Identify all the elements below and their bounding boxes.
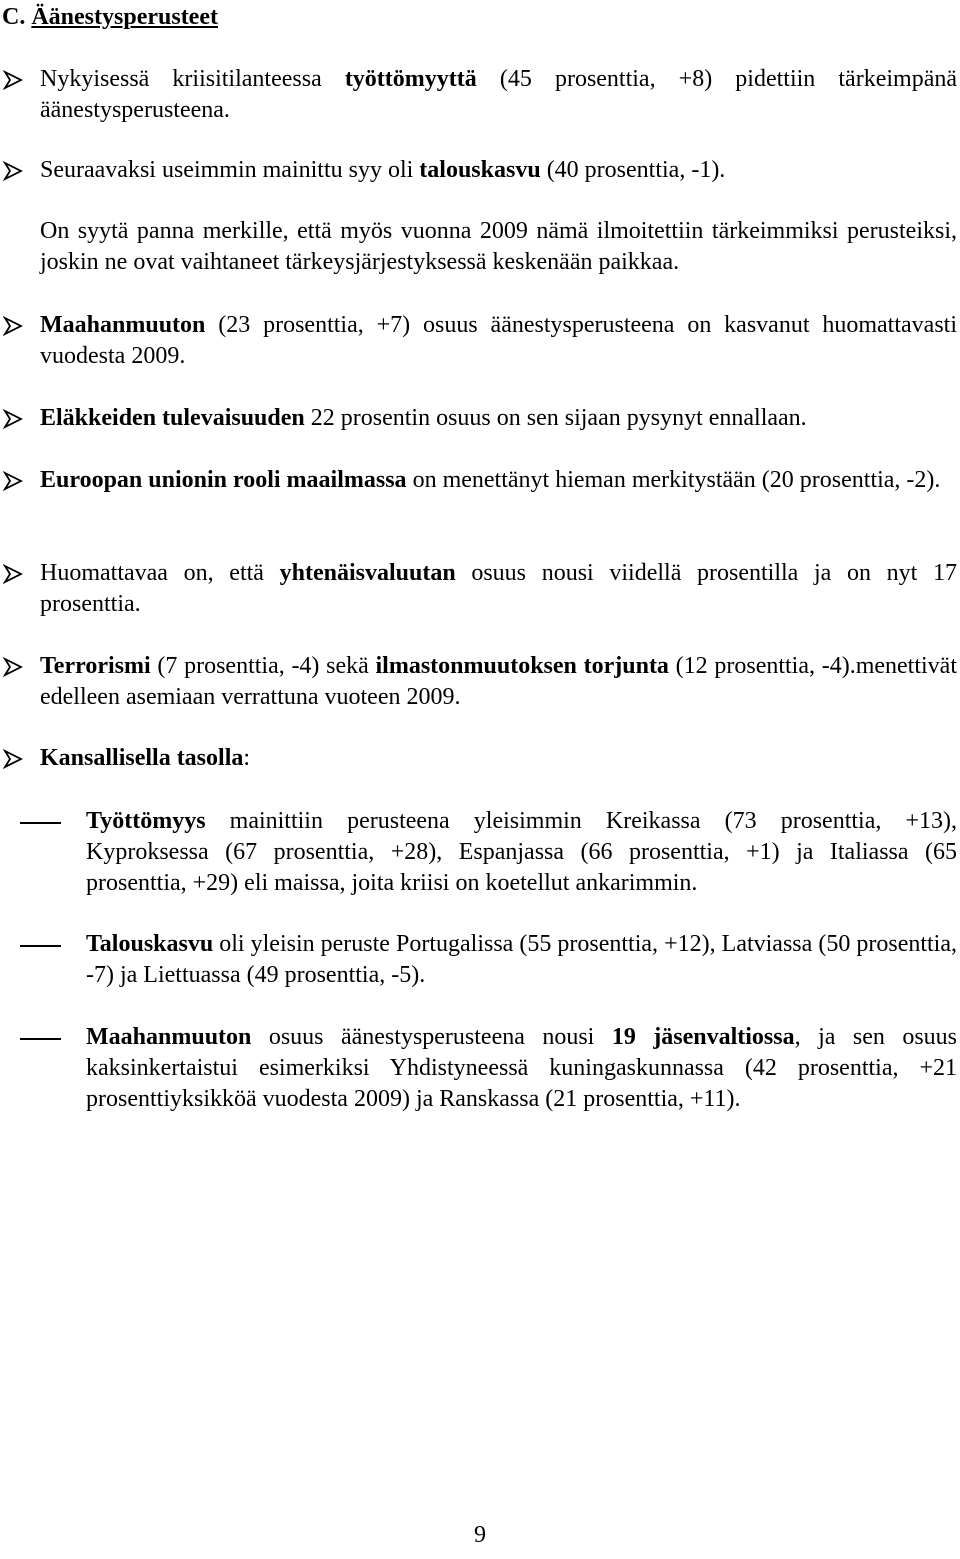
arrowhead-bullet-icon bbox=[3, 161, 23, 181]
section-number: C. bbox=[2, 4, 26, 30]
dash-bullet bbox=[20, 822, 61, 824]
sub-list-item: Maahanmuuton osuus äänestysperusteena nousi 19 jäsenvaltiossa, ja sen osuus kaksinkertaistui esimerkiksi Yhdistyneessä kuningaskunnassa (42 prosenttia, +21 prosenttiyksikköä vuodesta 2009) ja Ranskassa (21 prosenttia, +11). bbox=[86, 1024, 957, 1112]
paragraph: On syytä panna merkille, että myös vuonna 2009 nämä ilmoitettiin tärkeimmiksi perusteiksi, joskin ne ovat vaihtaneet tärkeysjärjestyksessä keskenään paikkaa. bbox=[40, 218, 957, 275]
list-item: Seuraavaksi useimmin mainittu syy oli talouskasvu (40 prosenttia, -1). bbox=[40, 157, 726, 183]
list-item: Euroopan unionin rooli maailmassa on menettänyt hieman merkitystään (20 prosenttia, -2). bbox=[40, 467, 941, 493]
section-title: Äänestysperusteet bbox=[31, 4, 218, 30]
sub-list-item: Työttömyys mainittiin perusteena yleisimmin Kreikassa (73 prosenttia, +13), Kyproksessa (67 prosenttia, +28), Espanjassa (66 prosenttia, +1) ja Italiassa (65 prosenttia, +29) eli maissa, joita kriisi on koetellut ankarimmin. bbox=[86, 808, 957, 896]
list-item: Maahanmuuton (23 prosenttia, +7) osuus äänestysperusteena on kasvanut huomattavasti vuodesta 2009. bbox=[40, 312, 957, 369]
list-item: Nykyisessä kriisitilanteessa työttömyyttä (45 prosenttia, +8) pidettiin tärkeimpänä äänestysperusteena. bbox=[40, 66, 957, 123]
list-item: Huomattavaa on, että yhtenäisvaluutan osuus nousi viidellä prosentilla ja on nyt 17 prosenttia. bbox=[40, 560, 957, 617]
sub-list-item: Talouskasvu oli yleisin peruste Portugalissa (55 prosenttia, +12), Latviassa (50 prosenttia, -7) ja Liettuassa (49 prosenttia, -5). bbox=[86, 931, 957, 988]
arrowhead-bullet-icon bbox=[3, 471, 23, 491]
arrowhead-bullet-icon bbox=[3, 70, 23, 90]
list-item: Terrorismi (7 prosenttia, -4) sekä ilmastonmuutoksen torjunta (12 prosenttia, -4).menettivät edelleen asemiaan verrattuna vuoteen 2009. bbox=[40, 653, 958, 710]
list-item: Kansallisella tasolla: bbox=[40, 745, 251, 771]
dash-bullet bbox=[20, 945, 61, 947]
page-number: 9 bbox=[474, 1522, 486, 1548]
arrowhead-bullet-icon bbox=[3, 409, 23, 429]
dash-bullet bbox=[20, 1038, 61, 1040]
arrowhead-bullet-icon bbox=[3, 316, 23, 336]
arrowhead-bullet-icon bbox=[3, 749, 23, 769]
arrowhead-bullet-icon bbox=[3, 657, 23, 677]
list-item: Eläkkeiden tulevaisuuden 22 prosentin osuus on sen sijaan pysynyt ennallaan. bbox=[40, 405, 807, 431]
arrowhead-bullet-icon bbox=[3, 564, 23, 584]
section-heading bbox=[2, 2, 218, 32]
